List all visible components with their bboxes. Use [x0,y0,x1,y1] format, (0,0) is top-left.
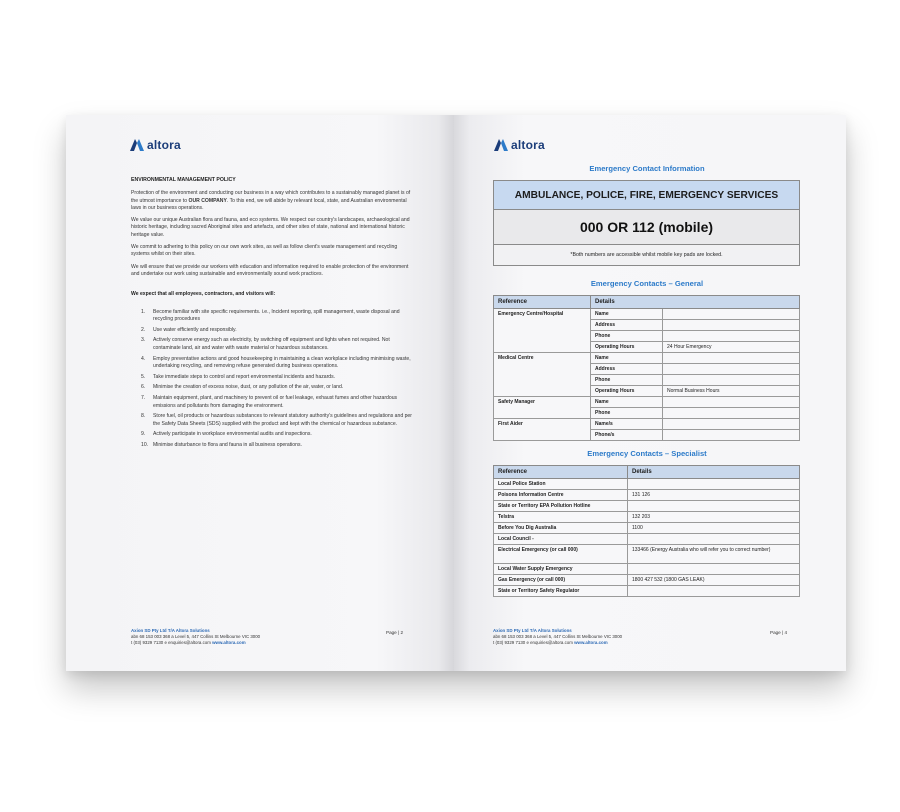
details-cell: 1800 427 532 (1800 GAS LEAK) [628,575,800,586]
list-item-text: Use water efficiently and responsibly. [153,326,237,333]
policy-title: ENVIRONMENTAL MANAGEMENT POLICY [131,177,236,183]
field-label-cell: Name/s [591,419,663,430]
reference-cell: Local Council - [494,534,628,545]
specialist-title: Emergency Contacts – Specialist [587,449,707,458]
policy-list-item [131,384,413,391]
left-page [66,115,454,671]
reference-cell: State or Territory Safety Regulator [494,586,628,597]
policy-paragraph-4: We will ensure that we provide our workers with education and information required to enable protection of the environment and undertake our work using sustainable and environmentally sound work practices. [131,263,409,277]
policy-list-item [131,431,413,438]
reference-cell: Before You Dig Australia [494,523,628,534]
table-row [494,479,800,490]
emergency-note: *Both numbers are accessible whilst mobile key pads are locked. [494,245,799,265]
general-header-details: Details [591,296,800,309]
reference-cell: First Aider [494,419,591,441]
details-cell: 132 203 [628,512,800,523]
table-row [494,309,800,320]
brand-name: altora [511,138,545,152]
details-cell: 1100 [628,523,800,534]
general-title: Emergency Contacts – General [590,279,704,288]
list-item-text: Take immediate steps to control and report environmental incidents and hazards. [153,373,336,380]
policy-list-item [131,395,413,410]
expectations-heading: We expect that all employees, contractors, and visitors will: [131,291,276,298]
details-cell [628,479,800,490]
table-row [494,545,800,564]
list-item-text: Actively participate in workplace environmental audits and inspections. [153,431,312,438]
table-row [494,575,800,586]
field-value-cell [663,364,800,375]
list-item-text: Maintain equipment, plant, and machinery to prevent oil or fuel leakage, exhaust fumes and other hazardous emissions and pollutants from damaging the environment. [153,395,398,409]
footer-address: abn 68 153 003 368 a Level 5, 447 Collins St Melbourne VIC 3000 [493,634,623,640]
table-row [494,523,800,534]
reference-cell: Telstra [494,512,628,523]
reference-cell: Local Police Station [494,479,628,490]
brand-name: altora [147,138,181,152]
field-value-cell [663,397,800,408]
open-booklet [66,115,846,671]
page-number-left: Page | 2 [386,630,404,635]
field-label-cell: Name [591,309,663,320]
table-row [494,490,800,501]
table-row [494,534,800,545]
footer-contact: t (03) 9329 7130 e enquiries@altora.com www.altora.com [131,640,246,646]
field-value-cell [663,408,800,419]
table-row [494,586,800,597]
list-item-number: 3. [141,337,146,344]
field-label-cell: Operating Hours [591,342,663,353]
policy-list-item [131,413,413,428]
field-label-cell: Phone [591,375,663,386]
reference-cell: Gas Emergency (or call 000) [494,575,628,586]
policy-paragraph-2: We value our unique Australian flora and fauna, and eco systems. We respect our country's landscapes, archaeological and historic heritage, including sacred Aboriginal sites and artefacts, and other sites of state, national and international historic heritage value. [131,217,410,238]
details-cell: 133466 (Energy Australia who will refer you to correct number) [628,545,800,564]
altora-logo-icon [130,139,144,151]
altora-logo-icon [494,139,508,151]
table-row [494,564,800,575]
footer-company: Axion SD Pty Ltd T/A Altora Solutions [131,628,210,633]
list-item-number: 1. [141,308,146,315]
list-item-text: Become familiar with site specific requirements. i.e., Incident reporting, spill management, waste disposal and recycling procedures [153,308,400,322]
policy-body [131,177,413,453]
list-item-text: Employ preventative actions and good housekeeping in maintaining a clean workplace including minimising waste, undertaking recycling, and removing refuse generated during business operations. [153,355,411,369]
field-label-cell: Address [591,364,663,375]
list-item-number: 7. [141,395,146,402]
field-value-cell [663,320,800,331]
reference-cell: Electrical Emergency (or call 000) [494,545,628,564]
footer-url[interactable]: www.altora.com [574,640,608,646]
footer-right [493,628,622,647]
specialist-header-details: Details [628,466,800,479]
general-contacts-table [493,295,800,441]
field-value-cell [663,331,800,342]
policy-list-item [131,442,413,449]
table-row [494,397,800,408]
list-item-number: 9. [141,431,146,438]
list-item-number: 5. [141,373,146,380]
field-label-cell: Name [591,353,663,364]
list-item-text: Store fuel, oil products or hazardous substances to relevant statutory authority's guidelines and regulations and per the Safety Data Sheets (SDS) supplied with the product and kept with the chemical or hazardous substance. [153,413,412,427]
brand-logo [494,138,545,152]
field-label-cell: Address [591,320,663,331]
specialist-header-reference: Reference [494,466,628,479]
policy-list-item [131,327,413,334]
list-item-text: Minimise the creation of excess noise, dust, or any pollution of the air, water, or land. [153,384,344,391]
page-number-right: Page | 4 [770,630,788,635]
policy-paragraph-3: We commit to adhering to this policy on our own work sites, as well as follow client's waste management and recycling systems whilst on their sites. [131,244,398,258]
footer-company: Axion SD Pty Ltd T/A Altora Solutions [493,628,572,633]
footer-url[interactable]: www.altora.com [212,640,246,646]
field-label-cell: Operating Hours [591,386,663,397]
list-item-number: 4. [141,355,146,362]
list-item-text: Minimise disturbance to flora and fauna in all business operations. [153,442,302,449]
field-value-cell [663,309,800,320]
policy-list-item [131,356,413,371]
policy-list-item [131,374,413,381]
details-cell: 131 126 [628,490,800,501]
details-cell [628,586,800,597]
reference-cell: Local Water Supply Emergency [494,564,628,575]
general-header-reference: Reference [494,296,591,309]
list-item-number: 6. [141,384,146,391]
field-label-cell: Phone [591,331,663,342]
reference-cell: Medical Centre [494,353,591,397]
specialist-contacts-table [493,465,800,597]
table-row [494,353,800,364]
services-heading: AMBULANCE, POLICE, FIRE, EMERGENCY SERVICES [494,181,799,210]
details-cell [628,501,800,512]
emergency-number: 000 OR 112 (mobile) [494,210,799,245]
field-label-cell: Name [591,397,663,408]
field-value-cell [663,430,800,441]
details-cell [628,564,800,575]
right-page [454,115,846,671]
expectations-list [131,309,413,450]
details-cell [628,534,800,545]
contact-info-title: Emergency Contact Information [589,164,705,173]
policy-list-item [131,337,413,352]
list-item-number: 10. [141,442,149,449]
footer-contact: t (03) 9329 7130 e enquiries@altora.com www.altora.com [493,640,608,646]
emergency-services-box [493,180,800,266]
list-item-number: 2. [141,326,146,333]
reference-cell: Safety Manager [494,397,591,419]
policy-list-item [131,309,413,324]
list-item-number: 8. [141,413,146,420]
field-label-cell: Phone/s [591,430,663,441]
field-value-cell: Normal Business Hours [663,386,800,397]
list-item-text: Actively conserve energy such as electricity, by switching off equipment and lights when not required. Not contaminate land, air and water with waste material or hazardous substances. [153,337,390,351]
brand-logo [130,138,181,152]
reference-cell: Emergency Centre/Hospital [494,309,591,353]
table-row [494,419,800,430]
reference-cell: Poisons Information Centre [494,490,628,501]
footer-left [131,628,260,647]
field-value-cell [663,375,800,386]
field-value-cell [663,419,800,430]
field-value-cell: 24 Hour Emergency [663,342,800,353]
footer-address: abn 68 153 003 368 a Level 5, 447 Collins St Melbourne VIC 3000 [131,634,261,640]
table-row [494,512,800,523]
field-label-cell: Phone [591,408,663,419]
reference-cell: State or Territory EPA Pollution Hotline [494,501,628,512]
field-value-cell [663,353,800,364]
policy-paragraph-1: Protection of the environment and conducting our business in a way which contributes to a sustainably managed planet is of the utmost importance to OUR COMPANY. To this end, we will abide by relevant local, state, and Australian environmental laws in our business operations. [131,190,411,211]
table-row [494,501,800,512]
